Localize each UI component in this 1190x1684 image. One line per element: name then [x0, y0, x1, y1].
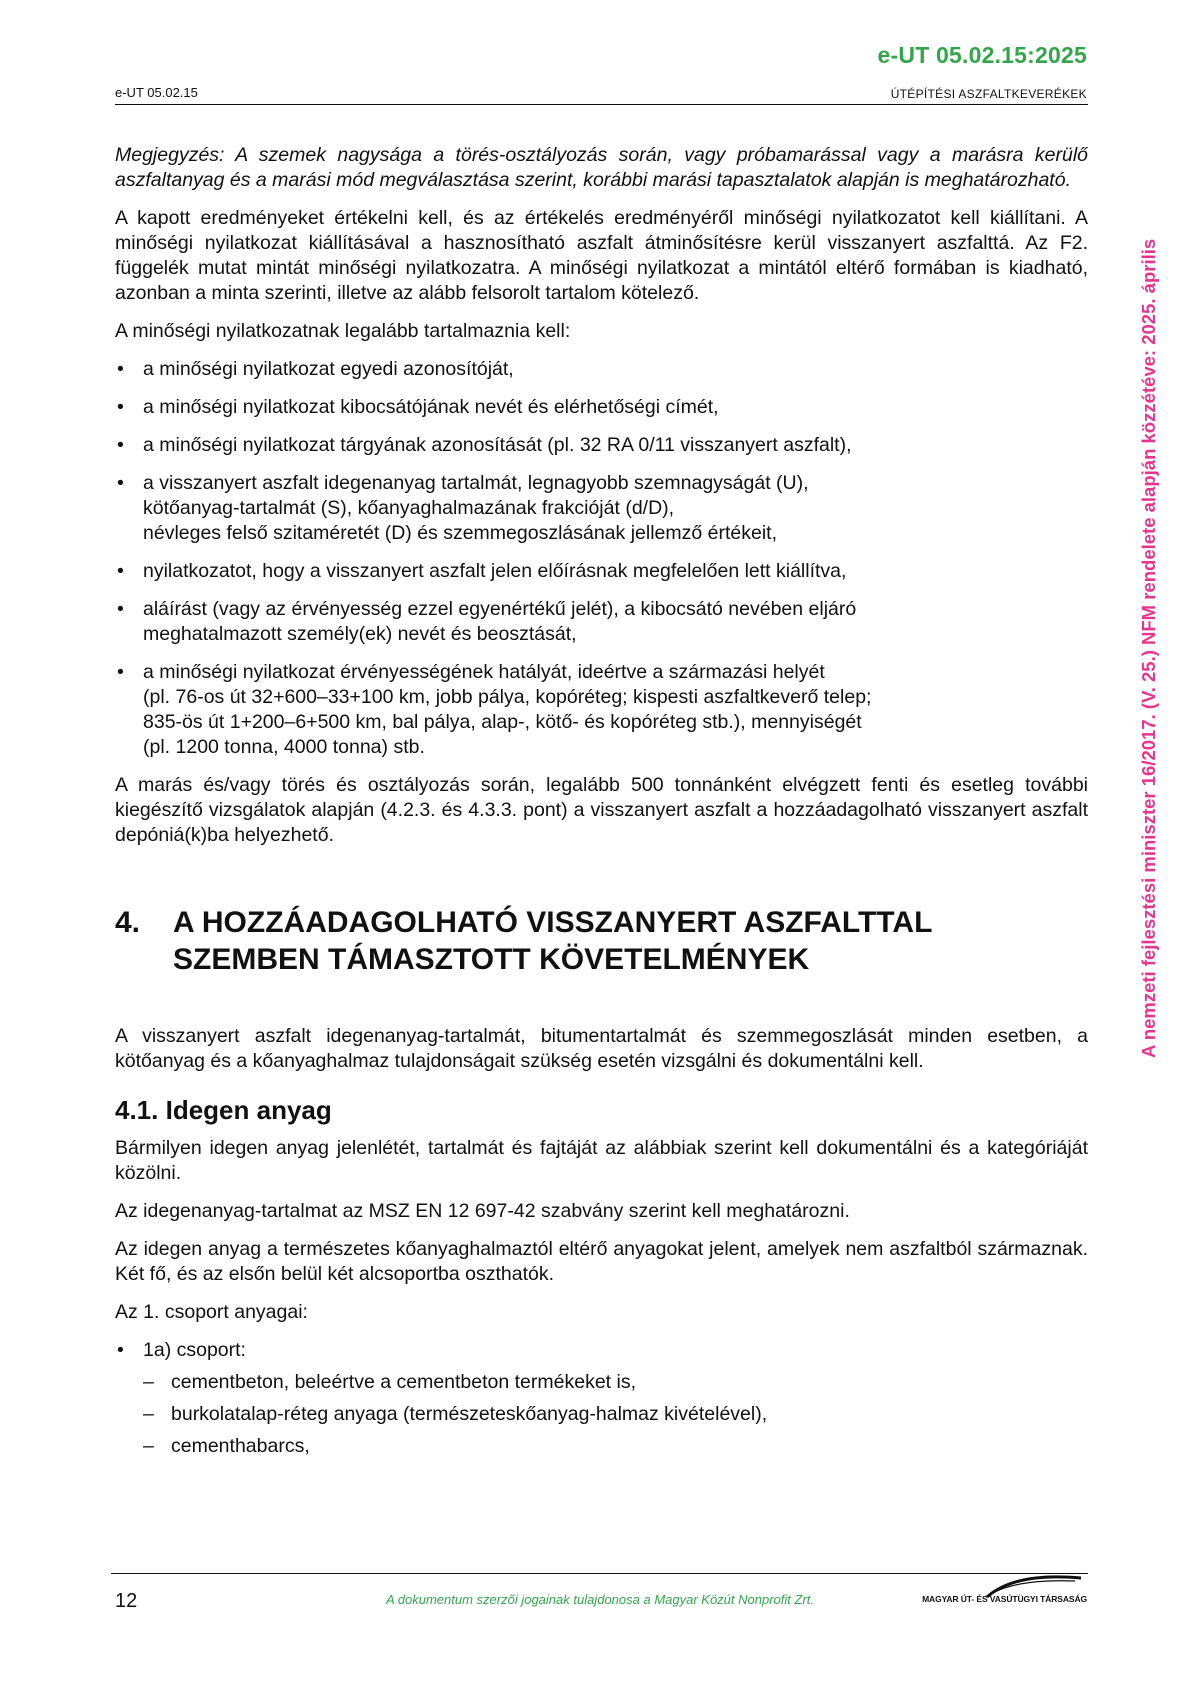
- header-left-code: e-UT 05.02.15: [115, 85, 198, 100]
- section-4-heading: [115, 904, 1088, 978]
- paragraph-must-contain: A minőségi nyilatkozatnak legalább tartalmaznia kell:: [115, 320, 571, 342]
- list-item: [115, 559, 1088, 584]
- list-item-line: • aláírást (vagy az érvényesség ezzel egyenértékű jelét), a kibocsátó nevében eljáró: [143, 598, 857, 620]
- list-item-line: kötőanyag-tartalmát (S), kőanyaghalmazának frakcióját (d/D),: [143, 497, 675, 519]
- note-paragraph: Megjegyzés: A szemek nagysága a törés-osztályozás során, vagy próbamarással vagy a marásra kerülő aszfaltanyag és a marási mód megválasztása szerint, korábbi marási tapasztalatok alapján is meghatározható.: [115, 144, 1088, 191]
- declaration-content-list: [115, 357, 1088, 760]
- list-item-line: • nyilatkozatot, hogy a visszanyert aszfalt jelen előírásnak megfelelően lett kiállítva,: [143, 560, 847, 582]
- list-item: [115, 597, 1088, 647]
- paragraph-evaluation: A kapott eredményeket értékelni kell, és az értékelés eredményéről minőségi nyilatkozatot kell kiállítani. A minőségi nyilatkozat kiállításával a hasznosítható aszfalt átminősítésre kerül visszanyert aszfalttá. Az F2. függelék mutat mintát minőségi nyilatkozatra. A minőségi nyilatkozat a mintától eltérő formában is kiadható, azonban a minta szerinti, illetve az alább felsorolt tartalom kötelező.: [115, 207, 1088, 304]
- section-title-line: A HOZZÁADAGOLHATÓ VISSZANYERT ASZFALTTAL: [173, 906, 933, 939]
- dash-item: – cementbeton, beleértve a cementbeton termékeket is,: [143, 1370, 1088, 1395]
- copyright-notice: A dokumentum szerzői jogainak tulajdonosa a Magyar Közút Nonprofit Zrt.: [385, 1592, 814, 1607]
- list-item-line: (pl. 76-os út 32+600–33+100 km, jobb pálya, kopóréteg; kispesti aszfaltkeverő telep;: [143, 686, 872, 708]
- paragraph-foreign-1: Bármilyen idegen anyag jelenlétét, tartalmát és fajtáját az alábbiak szerint kell dokumentálni és a kategóriáját közölni.: [115, 1137, 1088, 1184]
- list-item: [115, 1338, 1088, 1363]
- list-item-line: • a minőségi nyilatkozat érvényességének hatályát, ideértve a származási helyét: [143, 661, 825, 683]
- list-item: [115, 471, 1088, 546]
- paragraph-milling: A marás és/vagy törés és osztályozás során, legalább 500 tonnánként elvégzett fenti és esetleg további kiegészítő vizsgálatok alapján (4.2.3. és 4.3.3. pont) a visszanyert aszfalt a hozzáadagolható visszanyert aszfalt depóniá(k)ba helyezhető.: [115, 774, 1088, 846]
- dash-item: – cementhabarcs,: [143, 1434, 1088, 1459]
- subsection-4-1-heading: 4.1. Idegen anyag: [115, 1095, 332, 1125]
- document-code: e-UT 05.02.15:2025: [877, 42, 1087, 68]
- logo-text: MAGYAR ÚT- ÉS VASÚTÜGYI TÁRSASÁG: [922, 1594, 1087, 1604]
- list-item: [115, 395, 1088, 420]
- paragraph-foreign-3: Az idegen anyag a természetes kőanyaghalmaztól eltérő anyagokat jelent, amelyek nem aszfaltból származnak. Két fő, és az elsőn belül két alcsoportba oszthatók.: [115, 1238, 1088, 1285]
- page-content: [115, 143, 1088, 1466]
- paragraph-foreign-2: Az idegenanyag-tartalmat az MSZ EN 12 697-42 szabvány szerint kell meghatározni.: [115, 1200, 850, 1222]
- paragraph-group-1: Az 1. csoport anyagai:: [115, 1301, 308, 1323]
- section-title-line: SZEMBEN TÁMASZTOTT KÖVETELMÉNYEK: [173, 943, 810, 976]
- side-note-text: A nemzeti fejlesztési miniszter 16/2017. (V. 25.) NFM rendelete alapján közzétéve: 2025. április: [1138, 238, 1159, 1058]
- list-item-line: • a minőségi nyilatkozat kibocsátójának nevét és elérhetőségi címét,: [143, 396, 719, 418]
- list-item-line: • a minőségi nyilatkozat egyedi azonosítóját,: [143, 358, 514, 380]
- list-item-line: 835-ös út 1+200–6+500 km, bal pálya, alap-, kötő- és kopóréteg stb.), mennyiségét: [143, 711, 862, 733]
- header-rule: [115, 104, 1088, 105]
- header-title: ÚTÉPÍTÉSI ASZFALTKEVERÉKEK: [890, 87, 1087, 101]
- list-item: [115, 357, 1088, 382]
- group-1a-list: [143, 1370, 1088, 1459]
- list-item-line: (pl. 1200 tonna, 4000 tonna) stb.: [143, 736, 425, 758]
- group-list: [115, 1338, 1088, 1363]
- rail-arc-icon: [925, 1570, 1087, 1610]
- section-number: 4.: [115, 906, 141, 939]
- list-item-line: • a minőségi nyilatkozat tárgyának azonosítását (pl. 32 RA 0/11 visszanyert aszfalt),: [143, 434, 852, 456]
- dash-item: – burkolatalap-réteg anyaga (természeteskőanyag-halmaz kivételével),: [143, 1402, 1088, 1427]
- list-item-line: névleges felső szitaméretét (D) és szemmegoszlásának jellemző értékeit,: [143, 522, 778, 544]
- list-item-line: • 1a) csoport:: [143, 1339, 246, 1361]
- list-item: [115, 660, 1088, 760]
- list-item-line: meghatalmazott személy(ek) nevét és beosztását,: [143, 623, 577, 645]
- list-item: [115, 433, 1088, 458]
- page-number: 12: [115, 1590, 138, 1612]
- society-logo: [922, 1570, 1087, 1610]
- list-item-line: • a visszanyert aszfalt idegenanyag tartalmát, legnagyobb szemnagyságát (U),: [143, 472, 809, 494]
- section-title: [173, 904, 932, 978]
- section-4-intro: A visszanyert aszfalt idegenanyag-tartalmát, bitumentartalmát és szemmegoszlását minden esetben, a kötőanyag és a kőanyaghalmaz tulajdonságait szükség esetén vizsgálni és dokumentálni kell.: [115, 1025, 1088, 1072]
